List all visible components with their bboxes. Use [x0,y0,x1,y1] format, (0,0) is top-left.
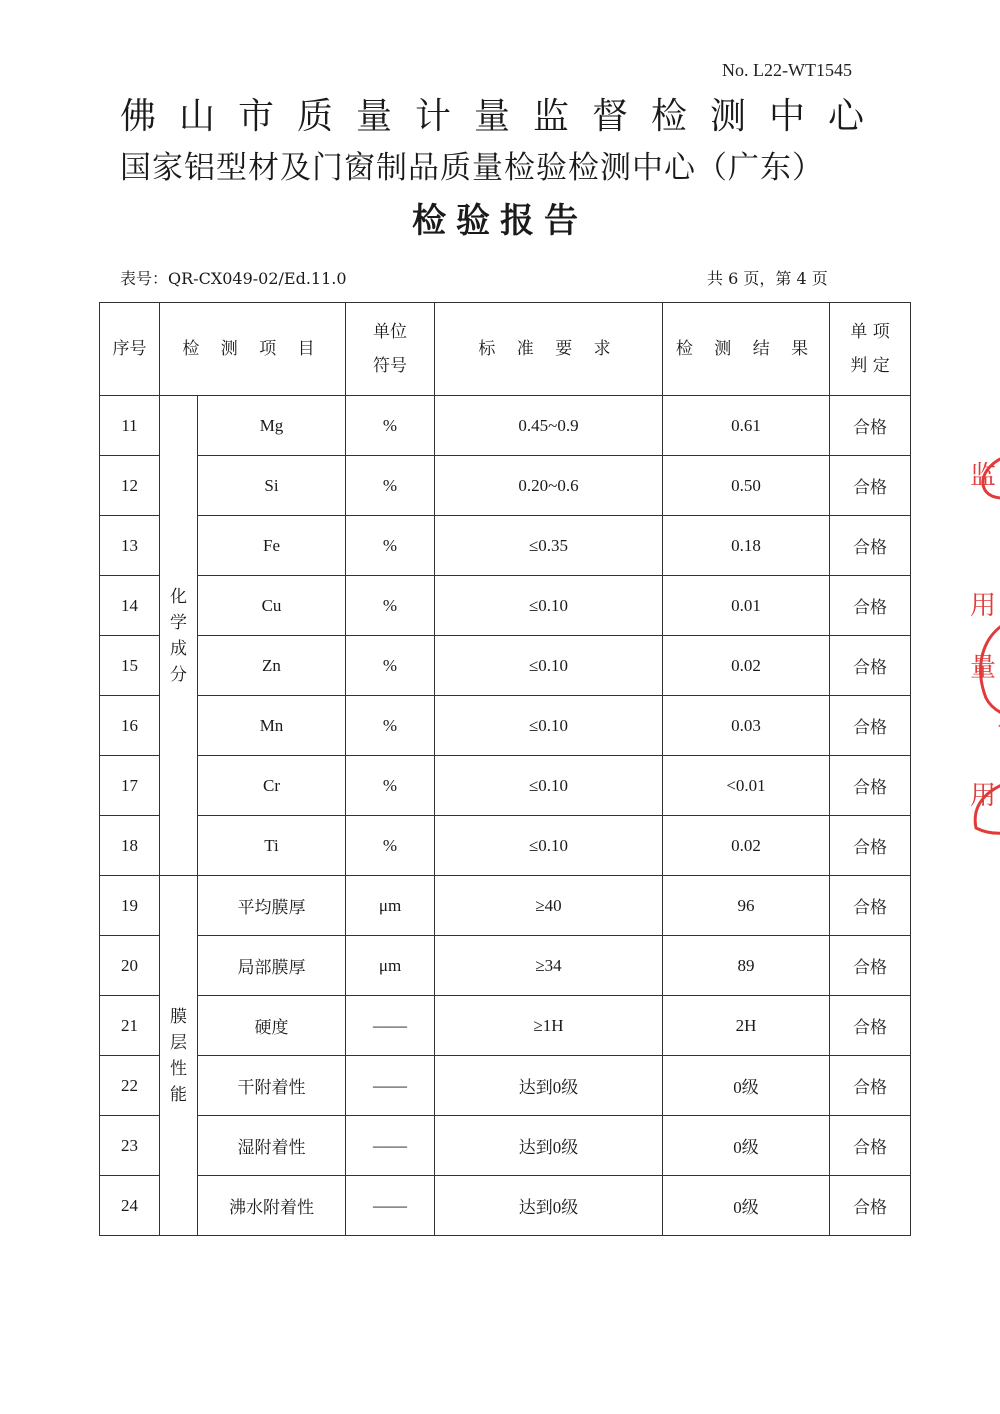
cell-seq: 23 [100,1116,160,1176]
header-seq: 序号 [100,303,160,396]
cell-standard: 达到0级 [435,1176,663,1236]
cell-judgement: 合格 [830,996,911,1056]
report-number: No. L22-WT1545 [722,60,852,80]
cell-unit: —— [346,996,435,1056]
table-row [100,996,911,1056]
cell-seq: 18 [100,816,160,876]
cell-unit: % [346,636,435,696]
cell-seq: 21 [100,996,160,1056]
cell-seq: 14 [100,576,160,636]
cell-item: Ti [198,816,346,876]
table-row [100,816,911,876]
inspection-results-table [99,302,911,1236]
cell-result: 0.50 [663,456,830,516]
cell-item: 硬度 [198,996,346,1056]
cell-item: Fe [198,516,346,576]
cell-judgement: 合格 [830,516,911,576]
cell-result: 89 [663,936,830,996]
table-header-row [100,303,911,396]
cell-unit: % [346,516,435,576]
cell-result: 0.01 [663,576,830,636]
cell-standard: ≥1H [435,996,663,1056]
cell-result: 0级 [663,1056,830,1116]
center-title: 国家铝型材及门窗制品质量检验检测中心（广东） [120,150,824,186]
cell-standard: ≥40 [435,876,663,936]
cell-item: 湿附着性 [198,1116,346,1176]
cell-judgement: 合格 [830,1116,911,1176]
header-unit: 单位 符号 [346,303,435,396]
cell-unit: % [346,816,435,876]
cell-item: Zn [198,636,346,696]
header-item: 检 测 项 目 [160,303,346,396]
cell-result: 0.18 [663,516,830,576]
cell-judgement: 合格 [830,576,911,636]
page-indicator: 共 6 页，第 4 页 [707,269,828,288]
cell-judgement: 合格 [830,936,911,996]
category-char: 分 [170,664,187,685]
cell-standard: 0.45~0.9 [435,396,663,456]
cell-unit: % [346,756,435,816]
cell-result: 2H [663,996,830,1056]
cell-unit: % [346,696,435,756]
cell-standard: 达到0级 [435,1056,663,1116]
cell-result: 0级 [663,1116,830,1176]
cell-judgement: 合格 [830,876,911,936]
cell-result: 0.61 [663,396,830,456]
cell-unit: μm [346,936,435,996]
table-row [100,876,911,936]
cell-item: Si [198,456,346,516]
table-row [100,396,911,456]
cell-category [160,876,198,1236]
cell-seq: 13 [100,516,160,576]
category-char: 性 [170,1058,187,1079]
cell-unit: —— [346,1116,435,1176]
cell-item: 干附着性 [198,1056,346,1116]
table-row [100,1056,911,1116]
cell-seq: 24 [100,1176,160,1236]
cell-item: 局部膜厚 [198,936,346,996]
cell-seq: 12 [100,456,160,516]
seal-char-3: 量 [970,653,997,683]
cell-standard: ≤0.10 [435,696,663,756]
cell-standard: ≤0.10 [435,816,663,876]
seal-rings [975,452,1000,833]
cell-seq: 19 [100,876,160,936]
category-char: 学 [170,612,187,633]
table-row [100,456,911,516]
cell-item: 沸水附着性 [198,1176,346,1236]
category-char: 层 [170,1032,187,1053]
cell-seq: 16 [100,696,160,756]
cell-seq: 15 [100,636,160,696]
cell-standard: ≤0.10 [435,756,663,816]
table-row [100,636,911,696]
cell-standard: ≤0.10 [435,636,663,696]
report-title: 检验报告 [412,201,588,241]
cell-item: Cu [198,576,346,636]
form-number: 表号：QR-CX049-02/Ed.11.0 [120,269,347,288]
category-char: 膜 [170,1006,187,1027]
table-row [100,576,911,636]
table-row [100,1176,911,1236]
cell-category [160,396,198,876]
table-row [100,756,911,816]
category-char: 能 [170,1084,187,1105]
cell-unit: —— [346,1056,435,1116]
cell-standard: ≤0.10 [435,576,663,636]
cell-judgement: 合格 [830,636,911,696]
cell-judgement: 合格 [830,1056,911,1116]
cell-result: <0.01 [663,756,830,816]
cell-item: 平均膜厚 [198,876,346,936]
table-row [100,936,911,996]
institution-title: 佛山市质量计量监督检测中心 [120,96,888,137]
cell-seq: 20 [100,936,160,996]
seal-char-4: 用 [970,781,997,811]
cell-judgement: 合格 [830,696,911,756]
cell-result: 0.02 [663,816,830,876]
cell-judgement: 合格 [830,456,911,516]
cell-seq: 11 [100,396,160,456]
cell-item: Mg [198,396,346,456]
cell-judgement: 合格 [830,1176,911,1236]
header-judgement: 单 项 判 定 [830,303,911,396]
cell-standard: 0.20~0.6 [435,456,663,516]
cell-unit: —— [346,1176,435,1236]
cell-seq: 22 [100,1056,160,1116]
cell-result: 0.02 [663,636,830,696]
cell-seq: 17 [100,756,160,816]
cell-judgement: 合格 [830,756,911,816]
table-body [100,396,911,1236]
header-result: 检 测 结 果 [663,303,830,396]
cell-judgement: 合格 [830,396,911,456]
cell-unit: % [346,456,435,516]
category-char: 成 [170,638,187,659]
cell-standard: ≥34 [435,936,663,996]
cell-judgement: 合格 [830,816,911,876]
cell-unit: % [346,576,435,636]
cell-item: Mn [198,696,346,756]
cell-result: 0级 [663,1176,830,1236]
cell-standard: ≤0.35 [435,516,663,576]
category-char: 化 [170,586,187,607]
cell-result: 0.03 [663,696,830,756]
seal-char-2: 用 [970,591,997,621]
cell-unit: % [346,396,435,456]
header-standard: 标 准 要 求 [435,303,663,396]
cell-item: Cr [198,756,346,816]
cell-unit: μm [346,876,435,936]
red-seal-stamp [962,448,1000,838]
table-row [100,696,911,756]
cell-result: 96 [663,876,830,936]
table-row [100,1116,911,1176]
seal-char-1: 监 [970,461,997,491]
table-row [100,516,911,576]
cell-standard: 达到0级 [435,1116,663,1176]
